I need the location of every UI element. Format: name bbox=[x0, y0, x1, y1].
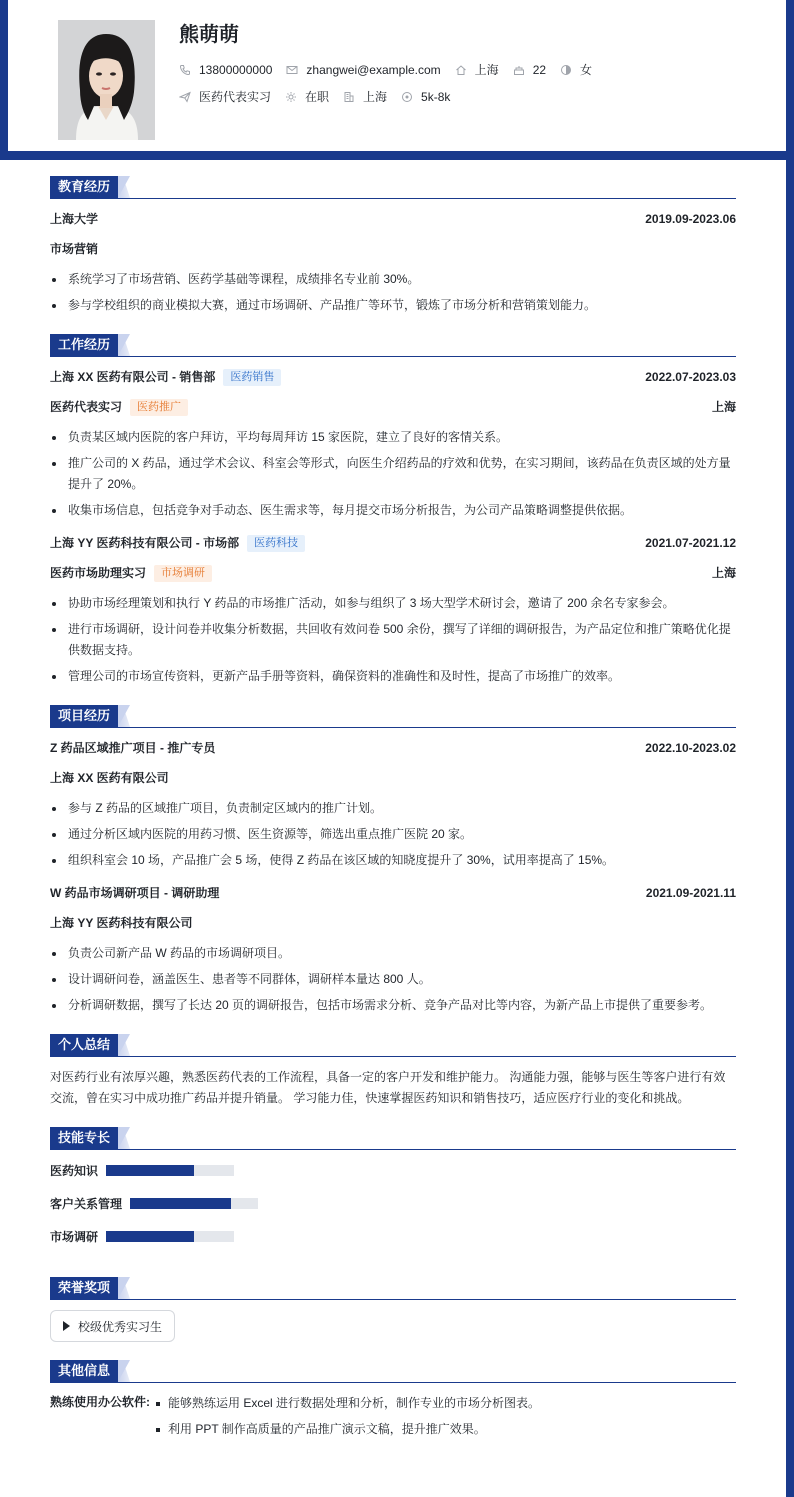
skill-fill bbox=[106, 1165, 194, 1176]
project-title: Z 药品区域推广项目 - 推广专员 bbox=[50, 741, 216, 755]
status-item bbox=[285, 88, 329, 105]
education-section bbox=[50, 176, 736, 316]
gender-icon bbox=[560, 64, 572, 76]
work-header-row bbox=[50, 533, 736, 553]
salary-item bbox=[401, 90, 450, 104]
role-row bbox=[50, 563, 736, 583]
hometown-item bbox=[455, 61, 499, 78]
project-header-row bbox=[50, 738, 736, 758]
project-section bbox=[50, 705, 736, 1016]
section-title-project: 项目经历 bbox=[50, 705, 118, 727]
company-name: 上海 YY 医药科技有限公司 - 市场部 bbox=[50, 536, 240, 550]
section-title-work: 工作经历 bbox=[50, 334, 118, 356]
other-info bbox=[50, 1393, 736, 1445]
avatar bbox=[58, 20, 155, 140]
gender-item bbox=[560, 61, 592, 78]
skill-bar bbox=[130, 1198, 258, 1209]
email-item bbox=[286, 63, 440, 77]
send-icon bbox=[179, 91, 191, 103]
other-label: 熟练使用办公软件: bbox=[50, 1395, 150, 1409]
other-list bbox=[150, 1393, 540, 1445]
role-tag: 医药推广 bbox=[130, 399, 188, 416]
major-row bbox=[50, 239, 736, 259]
section-title-other: 其他信息 bbox=[50, 1360, 118, 1382]
project-org-row bbox=[50, 768, 736, 788]
list-item: 能够熟练运用 Excel 进行数据处理和分析，制作专业的市场分析图表。 bbox=[150, 1393, 540, 1414]
work-header-row bbox=[50, 367, 736, 387]
project-period: 2022.10-2023.02 bbox=[645, 741, 736, 755]
frame-right-bar bbox=[786, 0, 794, 1497]
age-icon bbox=[513, 64, 525, 76]
skill-item bbox=[50, 1226, 399, 1246]
play-triangle-icon bbox=[63, 1321, 70, 1331]
list-item: 参与学校组织的商业模拟大赛，通过市场调研、产品推广等环节，锻炼了市场分析和营销策划能力。 bbox=[50, 295, 736, 316]
gear-icon bbox=[285, 91, 297, 103]
section-title-education: 教育经历 bbox=[50, 176, 118, 198]
salary-text: 5k-8k bbox=[421, 89, 451, 104]
building-icon bbox=[343, 91, 355, 103]
list-item: 组织科室会 10 场，产品推广会 5 场，使得 Z 药品在该区域的知晓度提升了 30%，试用率提高了 15%。 bbox=[50, 850, 736, 871]
skill-fill bbox=[106, 1231, 194, 1242]
phone-text: 13800000000 bbox=[199, 62, 273, 77]
other-section bbox=[50, 1360, 736, 1445]
skill-name: 市场调研 bbox=[50, 1229, 99, 1244]
project-org: 上海 YY 医药科技有限公司 bbox=[50, 916, 193, 930]
education-bullets bbox=[50, 269, 736, 316]
project-org-row bbox=[50, 913, 736, 933]
list-item: 设计调研问卷，涵盖医生、患者等不同群体，调研样本量达 800 人。 bbox=[50, 969, 736, 990]
target-city-text: 上海 bbox=[363, 90, 388, 104]
contact-row bbox=[179, 61, 606, 78]
award-chip bbox=[50, 1310, 175, 1342]
work-city: 上海 bbox=[711, 400, 736, 414]
company-line bbox=[50, 533, 305, 553]
status-text: 在职 bbox=[305, 90, 330, 104]
project-title: W 药品市场调研项目 - 调研助理 bbox=[50, 886, 220, 900]
skill-name: 客户关系管理 bbox=[50, 1196, 123, 1211]
list-item: 通过分析区域内医院的用药习惯、医生资源等，筛选出重点推广医院 20 家。 bbox=[50, 824, 736, 845]
skills-section bbox=[50, 1127, 736, 1259]
mail-icon bbox=[286, 64, 298, 76]
frame-left-bar bbox=[0, 0, 8, 160]
company-tag: 医药销售 bbox=[223, 369, 281, 386]
project-header-row bbox=[50, 883, 736, 903]
project-bullets bbox=[50, 798, 736, 871]
work-bullets bbox=[50, 593, 736, 687]
role-tag: 市场调研 bbox=[154, 565, 212, 582]
company-name: 上海 XX 医药有限公司 - 销售部 bbox=[50, 370, 216, 384]
candidate-name: 熊萌萌 bbox=[179, 24, 239, 46]
intention-row bbox=[179, 88, 464, 105]
project-org: 上海 XX 医药有限公司 bbox=[50, 771, 169, 785]
skill-name: 医药知识 bbox=[50, 1163, 99, 1178]
work-period: 2022.07-2023.03 bbox=[645, 370, 736, 384]
list-item: 分析调研数据，撰写了长达 20 页的调研报告，包括市场需求分析、竞争产品对比等内容，为新产品上市提供了重要参考。 bbox=[50, 995, 736, 1016]
list-item: 利用 PPT 制作高质量的产品推广演示文稿，提升推广效果。 bbox=[150, 1419, 540, 1440]
section-header bbox=[50, 1277, 736, 1300]
list-item: 负责某区域内医院的客户拜访，平均每周拜访 15 家医院，建立了良好的客情关系。 bbox=[50, 427, 736, 448]
phone-item bbox=[179, 63, 272, 77]
section-header bbox=[50, 176, 736, 199]
honors-section bbox=[50, 1277, 736, 1342]
section-header bbox=[50, 334, 736, 357]
education-header-row bbox=[50, 209, 736, 229]
section-header bbox=[50, 1360, 736, 1383]
list-item: 推广公司的 X 药品，通过学术会议、科室会等形式，向医生介绍药品的疗效和优势，在实习期间，该药品在负责区域的处方量提升了 20%。 bbox=[50, 453, 736, 495]
award-name: 校级优秀实习生 bbox=[78, 1319, 163, 1334]
company-line bbox=[50, 367, 281, 387]
skills-list bbox=[50, 1160, 736, 1259]
section-title-summary: 个人总结 bbox=[50, 1034, 118, 1056]
list-item: 进行市场调研，设计问卷并收集分析数据，共回收有效问卷 500 余份，撰写了详细的调研报告，为产品定位和推广策略优化提供数据支持。 bbox=[50, 619, 736, 661]
email-text: zhangwei@example.com bbox=[306, 62, 441, 77]
role-line bbox=[50, 563, 212, 583]
role-name: 医药代表实习 bbox=[50, 400, 123, 414]
school-name: 上海大学 bbox=[50, 212, 99, 226]
role-line bbox=[50, 397, 188, 417]
section-header bbox=[50, 1127, 736, 1150]
phone-icon bbox=[179, 64, 191, 76]
skill-bar bbox=[106, 1165, 234, 1176]
project-period: 2021.09-2021.11 bbox=[645, 886, 736, 900]
work-city: 上海 bbox=[711, 566, 736, 580]
section-header bbox=[50, 1034, 736, 1057]
education-period: 2019.09-2023.06 bbox=[645, 212, 736, 226]
work-section bbox=[50, 334, 736, 687]
coin-icon bbox=[401, 91, 413, 103]
skill-bar bbox=[106, 1231, 234, 1242]
company-tag: 医药科技 bbox=[247, 535, 305, 552]
home-icon bbox=[455, 64, 467, 76]
summary-text: 对医药行业有浓厚兴趣，熟悉医药代表的工作流程，具备一定的客户开发和维护能力。 沟通能力强，能够与医生等客户进行有效交流，曾在实习中成功推广药品并提升销量。 学习能力佳，快速掌握医药知识和销售技巧，适应医疗行业的变化和挑战。 bbox=[50, 1070, 726, 1105]
list-item: 系统学习了市场营销、医药学基础等课程，成绩排名专业前 30%。 bbox=[50, 269, 736, 290]
list-item: 参与 Z 药品的区域推广项目，负责制定区域内的推广计划。 bbox=[50, 798, 736, 819]
work-period: 2021.07-2021.12 bbox=[645, 536, 736, 550]
list-item: 负责公司新产品 W 药品的市场调研项目。 bbox=[50, 943, 736, 964]
major-name: 市场营销 bbox=[50, 242, 99, 256]
age-text: 22 bbox=[532, 62, 547, 77]
role-row bbox=[50, 397, 736, 417]
skill-item bbox=[50, 1160, 399, 1180]
summary-section bbox=[50, 1034, 736, 1109]
age-item bbox=[513, 63, 546, 77]
role-name: 医药市场助理实习 bbox=[50, 566, 147, 580]
list-item: 收集市场信息，包括竞争对手动态、医生需求等，每月提交市场分析报告，为公司产品策略调整提供依据。 bbox=[50, 500, 736, 521]
section-title-honors: 荣誉奖项 bbox=[50, 1277, 118, 1299]
section-header bbox=[50, 705, 736, 728]
hometown-text: 上海 bbox=[474, 63, 499, 77]
gender-text: 女 bbox=[580, 63, 593, 77]
skill-item bbox=[50, 1193, 399, 1213]
list-item: 管理公司的市场宣传资料，更新产品手册等资料，确保资料的准确性和及时性，提高了市场推广的效率。 bbox=[50, 666, 736, 687]
project-bullets bbox=[50, 943, 736, 1016]
list-item: 协助市场经理策划和执行 Y 药品的市场推广活动，如参与组织了 3 场大型学术研讨会，邀请了 200 余名专家参会。 bbox=[50, 593, 736, 614]
target-job-text: 医药代表实习 bbox=[199, 90, 272, 104]
work-bullets bbox=[50, 427, 736, 521]
skill-fill bbox=[130, 1198, 231, 1209]
section-title-skills: 技能专长 bbox=[50, 1127, 118, 1149]
target-city-item bbox=[343, 88, 387, 105]
target-job-item bbox=[179, 88, 271, 105]
portrait-image bbox=[58, 20, 155, 140]
header-divider-bar bbox=[0, 151, 794, 160]
resume-body bbox=[50, 176, 736, 1463]
